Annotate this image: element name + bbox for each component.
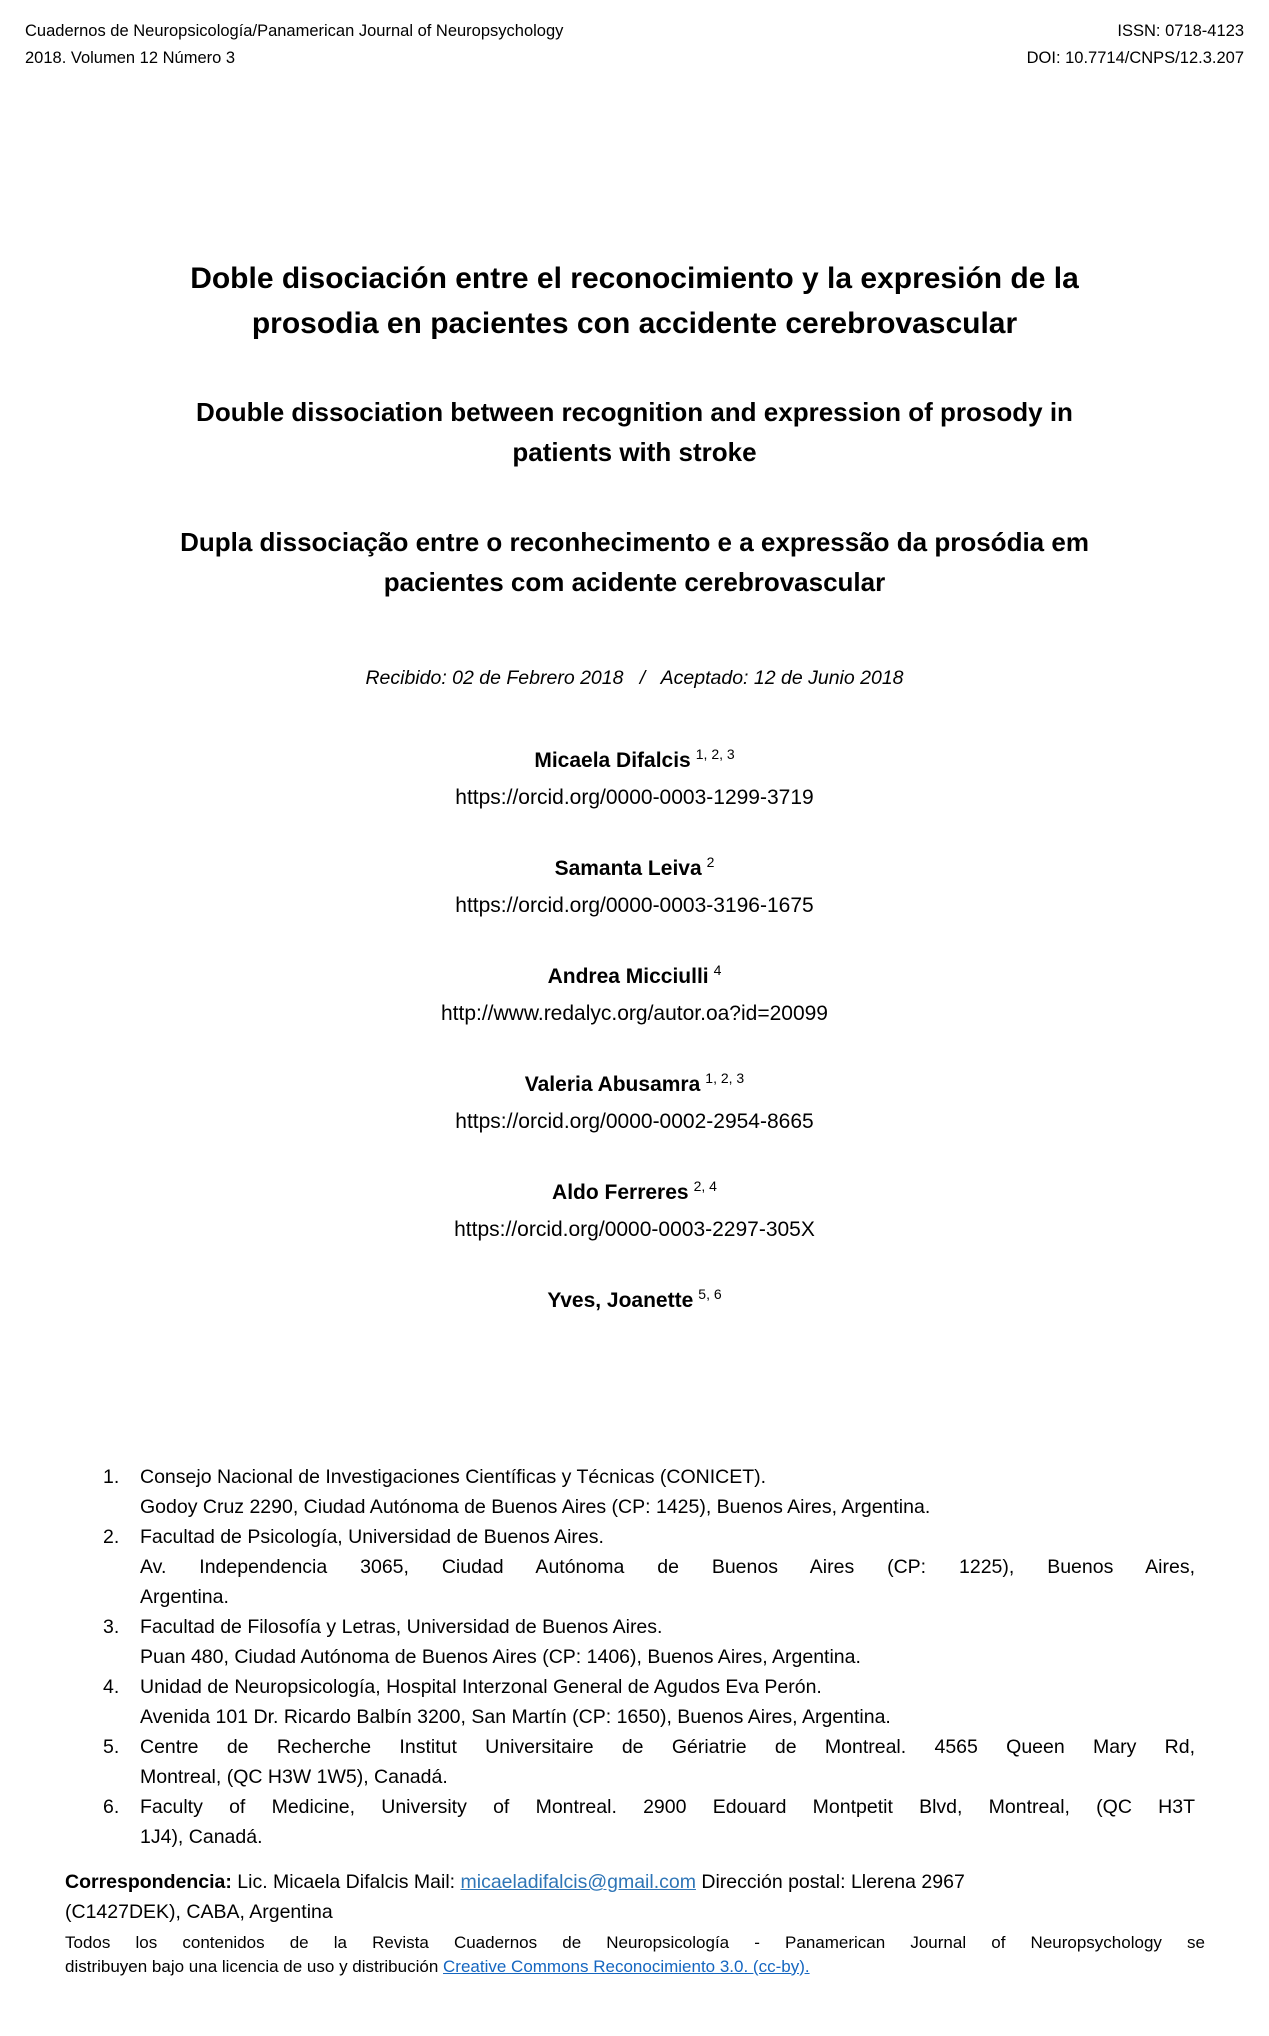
author-orcid-url: https://orcid.org/0000-0003-2297-305X (454, 1218, 815, 1241)
affiliation-number: 3. (103, 1616, 120, 1638)
correspondence-text: Lic. Micaela Difalcis Mail: (231, 1871, 461, 1893)
author-name (0, 1282, 1269, 1319)
title-spanish-line-1: Doble disociación entre el reconocimiento y la expresión de la (190, 262, 1079, 295)
author-redalyc-url: http://www.redalyc.org/autor.oa?id=20099 (440, 1002, 828, 1025)
correspondence (65, 1867, 1198, 1927)
author-block (0, 1282, 1269, 1319)
author-affiliation-superscript: 2 (706, 854, 715, 870)
affiliation-institution: Centre de Recherche Institut Universitaire de Gériatrie de Montreal. 4565 Queen Mary Rd, (140, 1736, 1195, 1758)
affiliation-item (103, 1732, 1195, 1792)
license-text: distribuyen bajo una licencia de uso y distribución (65, 1956, 444, 1976)
author-name (0, 1174, 1269, 1211)
affiliation-institution: Unidad de Neuropsicología, Hospital Interzonal General de Agudos Eva Perón. (140, 1676, 822, 1698)
author-name (0, 742, 1269, 779)
affiliation-item (103, 1672, 1195, 1732)
license-text-line2 (65, 1955, 1205, 1979)
journal-issn: ISSN: 0718-4123 (1117, 22, 1244, 40)
author-block (0, 742, 1269, 816)
affiliation-item (103, 1462, 1195, 1522)
title-english-line-2: patients with stroke (512, 437, 757, 467)
author-affiliation-superscript: 1, 2, 3 (695, 746, 735, 762)
title-english (50, 392, 1219, 472)
title-spanish-line-2: prosodia en pacientes con accidente cerebrovascular (251, 307, 1018, 340)
journal-ids-block (1027, 18, 1244, 72)
affiliation-text (140, 1792, 1195, 1852)
correspondence-postal-text: Dirección postal: Llerena 2967 (695, 1871, 965, 1893)
author-block (0, 1066, 1269, 1140)
affiliation-address: Godoy Cruz 2290, Ciudad Autónoma de Buenos Aires (CP: 1425), Buenos Aires, Argentina. (140, 1496, 931, 1518)
title-english-line-1: Double dissociation between recognition and expression of prosody in (196, 397, 1073, 427)
author-orcid-url: https://orcid.org/0000-0003-3196-1675 (455, 894, 814, 917)
journal-doi: DOI: 10.7714/CNPS/12.3.207 (1026, 49, 1244, 67)
affiliation-text (140, 1672, 1195, 1732)
journal-volume: 2018. Volumen 12 Número 3 (25, 49, 236, 67)
author-name (0, 850, 1269, 887)
author-name-text: Valeria Abusamra (524, 1073, 701, 1096)
title-spanish (50, 256, 1219, 346)
author-name-text: Yves, Joanette (547, 1289, 694, 1312)
author-affiliation-superscript: 5, 6 (698, 1286, 722, 1302)
title-portuguese-line-2: pacientes com acidente cerebrovascular (383, 567, 886, 597)
affiliation-text (140, 1732, 1195, 1792)
affiliation-text (140, 1462, 1195, 1522)
affiliation-item (103, 1612, 1195, 1672)
affiliation-number: 2. (103, 1526, 120, 1548)
affiliation-institution: Faculty of Medicine, University of Montreal. 2900 Edouard Montpetit Blvd, Montreal, (QC H3T (140, 1796, 1195, 1818)
author-block (0, 958, 1269, 1032)
affiliation-address: Montreal, (QC H3W 1W5), Canadá. (140, 1766, 448, 1788)
title-portuguese (50, 522, 1219, 602)
affiliations-list (103, 1462, 1195, 1852)
author-orcid-url: https://orcid.org/0000-0003-1299-3719 (455, 786, 814, 809)
affiliation-institution: Consejo Nacional de Investigaciones Científicas y Técnicas (CONICET). (140, 1466, 767, 1488)
correspondence-label: Correspondencia: (65, 1871, 232, 1893)
journal-info-block (25, 18, 563, 72)
author-name-text: Samanta Leiva (554, 857, 702, 880)
affiliation-address: Puan 480, Ciudad Autónoma de Buenos Aires (CP: 1406), Buenos Aires, Argentina. (140, 1646, 861, 1668)
license-footer (65, 1931, 1205, 1978)
author-affiliation-superscript: 4 (713, 962, 722, 978)
journal-name: Cuadernos de Neuropsicología/Panamerican Journal of Neuropsychology (25, 22, 564, 40)
affiliation-institution: Facultad de Psicología, Universidad de Buenos Aires. (140, 1526, 604, 1548)
affiliation-address: Avenida 101 Dr. Ricardo Balbín 3200, San Martín (CP: 1650), Buenos Aires, Argentina. (140, 1706, 891, 1728)
affiliation-number: 6. (103, 1796, 120, 1818)
author-block (0, 850, 1269, 924)
author-name-text: Andrea Micciulli (547, 965, 709, 988)
author-name-text: Aldo Ferreres (552, 1181, 689, 1204)
author-name-text: Micaela Difalcis (534, 749, 691, 772)
title-portuguese-line-1: Dupla dissociação entre o reconhecimento e a expressão da prosódia em (180, 527, 1089, 557)
affiliation-text (140, 1522, 1195, 1612)
author-affiliation-superscript: 2, 4 (693, 1178, 717, 1194)
author-affiliation-superscript: 1, 2, 3 (705, 1070, 745, 1086)
affiliation-number: 5. (103, 1736, 120, 1758)
affiliation-address: Av. Independencia 3065, Ciudad Autónoma de Buenos Aires (CP: 1225), Buenos Aires, (140, 1556, 1195, 1578)
authors-list (0, 742, 1269, 1353)
affiliation-institution: Facultad de Filosofía y Letras, Universidad de Buenos Aires. (140, 1616, 663, 1638)
cc-license-link[interactable]: Creative Commons Reconocimiento 3.0. (cc-by). (443, 1956, 810, 1976)
affiliation-number: 4. (103, 1676, 120, 1698)
author-name (0, 1066, 1269, 1103)
affiliation-text (140, 1612, 1195, 1672)
author-orcid-url: https://orcid.org/0000-0002-2954-8665 (455, 1110, 814, 1133)
author-name (0, 958, 1269, 995)
correspondence-postal-line2: (C1427DEK), CABA, Argentina (65, 1901, 333, 1923)
affiliation-address: 1J4), Canadá. (140, 1826, 263, 1848)
affiliation-item (103, 1522, 1195, 1612)
correspondence-email-link[interactable]: micaeladifalcis@gmail.com (460, 1871, 696, 1893)
received-accepted-dates: Recibido: 02 de Febrero 2018 / Aceptado: 12 de Junio 2018 (365, 667, 904, 689)
affiliation-item (103, 1792, 1195, 1852)
journal-header (25, 18, 1244, 72)
affiliation-address-continued: Argentina. (140, 1586, 229, 1608)
author-block (0, 1174, 1269, 1248)
affiliation-number: 1. (103, 1466, 120, 1488)
license-text-line1: Todos los contenidos de la Revista Cuadernos de Neuropsicología - Panamerican Journal of Neuropsychology se (65, 1933, 1205, 1952)
